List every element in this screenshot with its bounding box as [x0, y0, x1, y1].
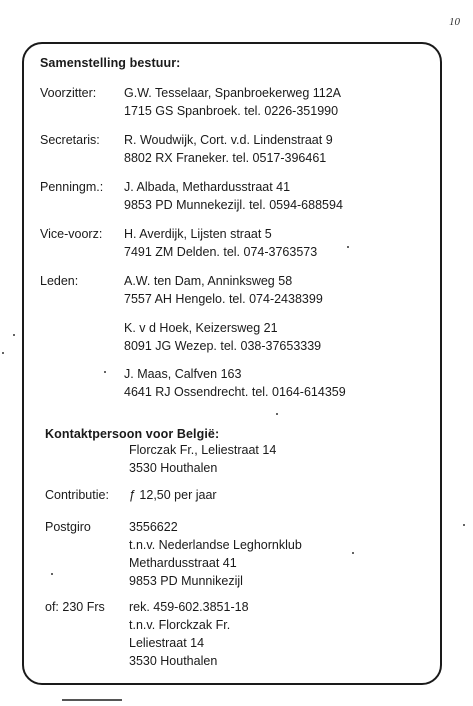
chairman-phone: 1715 GS Spanbroek. tel. 0226-351990	[124, 104, 339, 118]
member-2-address: K. v d Hoek, Keizersweg 21	[124, 321, 278, 335]
belgium-contact-title: Kontaktpersoon voor België:	[45, 427, 220, 441]
postgiro-label: Postgiro	[45, 520, 91, 534]
postgiro-details	[129, 518, 302, 590]
member-3-phone: 4641 RJ Ossendrecht. tel. 0164-614359	[124, 385, 346, 399]
belgium-contact-address: Florczak Fr., Leliestraat 14	[129, 443, 277, 457]
vice-chairman-details	[124, 225, 317, 261]
page-number: 10	[449, 16, 460, 28]
belgium-contact-city: 3530 Houthalen	[129, 461, 218, 475]
secretary-phone: 8802 RX Franeker. tel. 0517-396461	[124, 151, 327, 165]
postgiro-number: 3556622	[129, 520, 178, 534]
board-title: Samenstelling bestuur:	[40, 56, 181, 70]
member-2-details	[124, 319, 321, 355]
scan-speck	[104, 371, 106, 373]
treasurer-details	[124, 178, 343, 214]
postgiro-holder: t.n.v. Nederlandse Leghornklub	[129, 538, 302, 552]
scan-speck	[276, 413, 278, 415]
member-3-address: J. Maas, Calfven 163	[124, 367, 242, 381]
vice-chairman-phone: 7491 ZM Delden. tel. 074-3763573	[124, 245, 318, 259]
role-secretary-label: Secretaris:	[40, 133, 100, 147]
contribution-value: ƒ 12,50 per jaar	[129, 488, 217, 502]
member-2-phone: 8091 JG Wezep. tel. 038-37653339	[124, 339, 322, 353]
belgian-account-street: Leliestraat 14	[129, 636, 205, 650]
belgian-account-holder: t.n.v. Florckzak Fr.	[129, 618, 231, 632]
member-1-address: A.W. ten Dam, Anninksweg 58	[124, 274, 293, 288]
scan-speck	[352, 552, 354, 554]
chairman-details	[124, 84, 341, 120]
contribution-label: Contributie:	[45, 488, 109, 502]
scan-speck	[51, 573, 53, 575]
scan-edge-mark	[62, 699, 122, 701]
vice-chairman-address: H. Averdijk, Lijsten straat 5	[124, 227, 272, 241]
secretary-details	[124, 131, 333, 167]
scan-speck	[2, 352, 4, 354]
treasurer-phone: 9853 PD Munnekezijl. tel. 0594-688594	[124, 198, 343, 212]
belgian-account-city: 3530 Houthalen	[129, 654, 218, 668]
member-3-details	[124, 365, 346, 401]
belgian-account-details	[129, 598, 249, 670]
postgiro-city: 9853 PD Munnikezijl	[129, 574, 243, 588]
belgium-contact-details	[129, 441, 276, 477]
role-vice-chairman-label: Vice-voorz:	[40, 227, 103, 241]
scan-speck	[463, 524, 465, 526]
secretary-address: R. Woudwijk, Cort. v.d. Lindenstraat 9	[124, 133, 333, 147]
treasurer-address: J. Albada, Methardusstraat 41	[124, 180, 291, 194]
role-treasurer-label: Penningm.:	[40, 180, 104, 194]
scan-speck	[13, 334, 15, 336]
role-chairman-label: Voorzitter:	[40, 86, 97, 100]
scan-speck	[347, 246, 349, 248]
member-1-phone: 7557 AH Hengelo. tel. 074-2438399	[124, 292, 323, 306]
belgian-account-number: rek. 459-602.3851-18	[129, 600, 249, 614]
member-1-details	[124, 272, 323, 308]
role-members-label: Leden:	[40, 274, 79, 288]
belgian-account-label: of: 230 Frs	[45, 600, 105, 614]
postgiro-street: Methardusstraat 41	[129, 556, 237, 570]
chairman-address: G.W. Tesselaar, Spanbroekerweg 112A	[124, 86, 342, 100]
